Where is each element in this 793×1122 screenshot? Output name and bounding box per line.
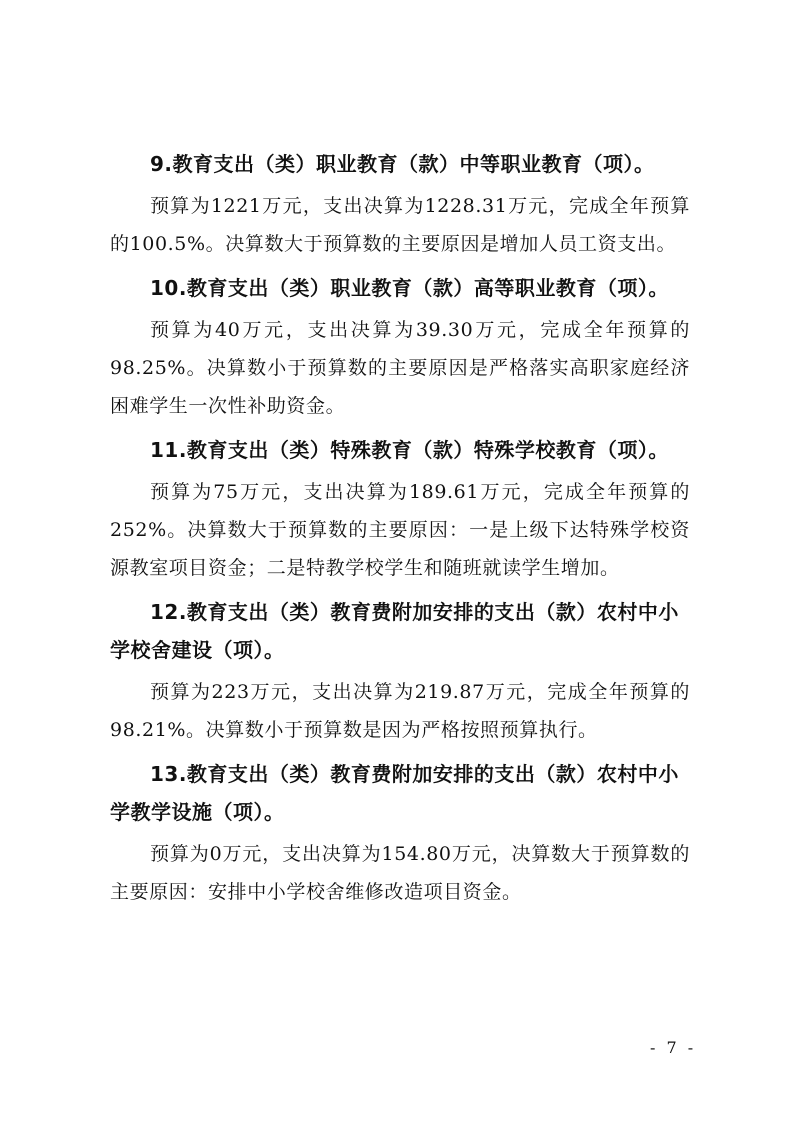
section-12 xyxy=(110,593,690,749)
section-heading: 12.教育支出（类）教育费附加安排的支出（款）农村中小学校舍建设（项）。 xyxy=(110,600,679,662)
section-heading: 10.教育支出（类）职业教育（款）高等职业教育（项）。 xyxy=(150,276,669,300)
section-heading: 9.教育支出（类）职业教育（款）中等职业教育（项）。 xyxy=(150,152,655,176)
section-13 xyxy=(110,755,690,911)
section-heading: 13.教育支出（类）教育费附加安排的支出（款）农村中小学教学设施（项）。 xyxy=(110,762,679,824)
section-body: 预算为1221万元，支出决算为1228.31万元，完成全年预算的100.5%。决算数大于预算数的主要原因是增加人员工资支出。 xyxy=(110,195,690,255)
section-9 xyxy=(110,145,690,263)
section-10 xyxy=(110,269,690,425)
section-body: 预算为223万元，支出决算为219.87万元，完成全年预算的98.21%。决算数小于预算数是因为严格按照预算执行。 xyxy=(110,681,690,741)
section-body: 预算为40万元，支出决算为39.30万元，完成全年预算的98.25%。决算数小于预算数的主要原因是严格落实高职家庭经济困难学生一次性补助资金。 xyxy=(110,319,690,417)
section-body: 预算为0万元，支出决算为154.80万元，决算数大于预算数的主要原因：安排中小学校舍维修改造项目资金。 xyxy=(110,843,690,903)
section-11 xyxy=(110,431,690,587)
page-number: - 7 - xyxy=(650,1038,697,1057)
section-body: 预算为75万元，支出决算为189.61万元，完成全年预算的252%。决算数大于预算数的主要原因：一是上级下达特殊学校资源教室项目资金；二是特教学校学生和随班就读学生增加。 xyxy=(110,481,690,579)
section-heading: 11.教育支出（类）特殊教育（款）特殊学校教育（项）。 xyxy=(150,438,669,462)
document-page xyxy=(110,145,690,917)
